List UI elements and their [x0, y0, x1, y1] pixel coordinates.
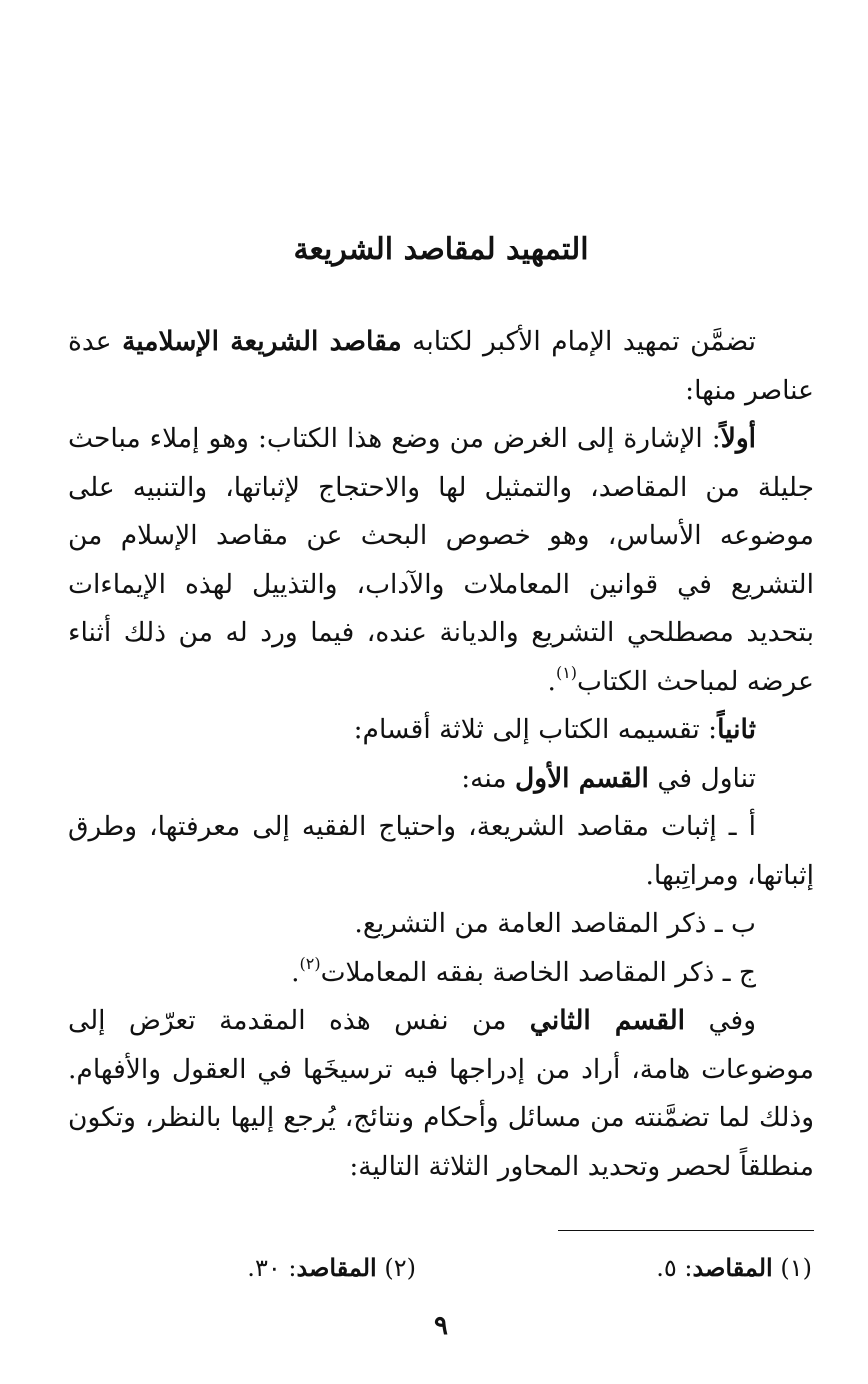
- list-item-c: [68, 949, 814, 998]
- list-item-c-end: .: [291, 956, 300, 988]
- footnote-1-source: المقاصد: [692, 1253, 773, 1282]
- part1-heading: القسم الأول: [515, 762, 649, 794]
- part1-paragraph: [68, 755, 814, 804]
- book-page: [68, 0, 814, 1384]
- first-label: أولاً: [720, 423, 756, 454]
- footnotes: [68, 1248, 814, 1288]
- footnote-2: [247, 1248, 416, 1288]
- intro-before: تضمَّن تمهيد الإمام الأكبر لكتابه: [401, 326, 756, 357]
- part1-before: تناول في: [648, 762, 756, 794]
- footnote-ref-2: (٢): [299, 953, 321, 973]
- first-end: .: [547, 665, 556, 697]
- page-title: التمهيد لمقاصد الشريعة: [293, 232, 589, 267]
- part2-paragraph: [68, 997, 814, 1191]
- list-item-b: ب ـ ذكر المقاصد العامة من التشريع.: [354, 908, 756, 939]
- first-text: : الإشارة إلى الغرض من وضع هذا الكتاب: وهو إملاء مباحث جليلة من المقاصد، والتمثيل لها والاحتجاج لإثباتها، والتنبيه على موضوعه الأساس، وهو خصوص البحث عن مقاصد الإسلام من التشريع في قوانين المعاملات والآداب، والتذييل لهذه الإيماءات بتحديد مصطلحي التشريع والديانة عنده، فيما ورد له من ذلك أثناء عرضه لمباحث الكتاب: [68, 423, 814, 697]
- footnote-ref-1: (١): [555, 662, 578, 682]
- part1-after: منه:: [461, 762, 516, 794]
- intro-paragraph: [68, 318, 814, 415]
- first-paragraph: [68, 415, 814, 706]
- body-text: [68, 318, 814, 1191]
- footnote-2-page: : ٣٠.: [247, 1254, 297, 1282]
- footnote-1-page: : ٥.: [656, 1254, 693, 1282]
- footnote-2-source: المقاصد: [296, 1253, 377, 1282]
- second-text: : تقسيمه الكتاب إلى ثلاثة أقسام:: [353, 714, 718, 745]
- footnote-1-number: (١): [772, 1254, 812, 1282]
- footnote-2-number: (٢): [376, 1254, 416, 1282]
- page-number: ٩: [434, 1311, 448, 1341]
- footnote-divider: [558, 1230, 814, 1231]
- footnote-1: [656, 1248, 812, 1288]
- second-paragraph: [68, 706, 814, 755]
- list-item-c-text: ج ـ ذكر المقاصد الخاصة بفقه المعاملات: [320, 956, 756, 988]
- intro-after: عدة عناصر منها:: [68, 326, 814, 406]
- part2-before: وفي: [685, 1005, 756, 1036]
- list-item-a: أ ـ إثبات مقاصد الشريعة، واحتياج الفقيه إلى معرفتها، وطرق إثباتها، ومراتِبها.: [68, 811, 814, 891]
- book-title: مقاصد الشريعة الإسلامية: [122, 326, 402, 357]
- part2-after: من نفس هذه المقدمة تعرّض إلى موضوعات هامة، أراد من إدراجها فيه ترسيخَها في العقول والأفهام. وذلك لما تضمَّنته من مسائل وأحكام ونتائج، يُرجع إليها بالنظر، وتكون منطلقاً لحصر وتحديد المحاور الثلاثة التالية:: [68, 1005, 814, 1182]
- part2-heading: القسم الثاني: [529, 1005, 686, 1036]
- second-label: ثانياً: [717, 714, 756, 745]
